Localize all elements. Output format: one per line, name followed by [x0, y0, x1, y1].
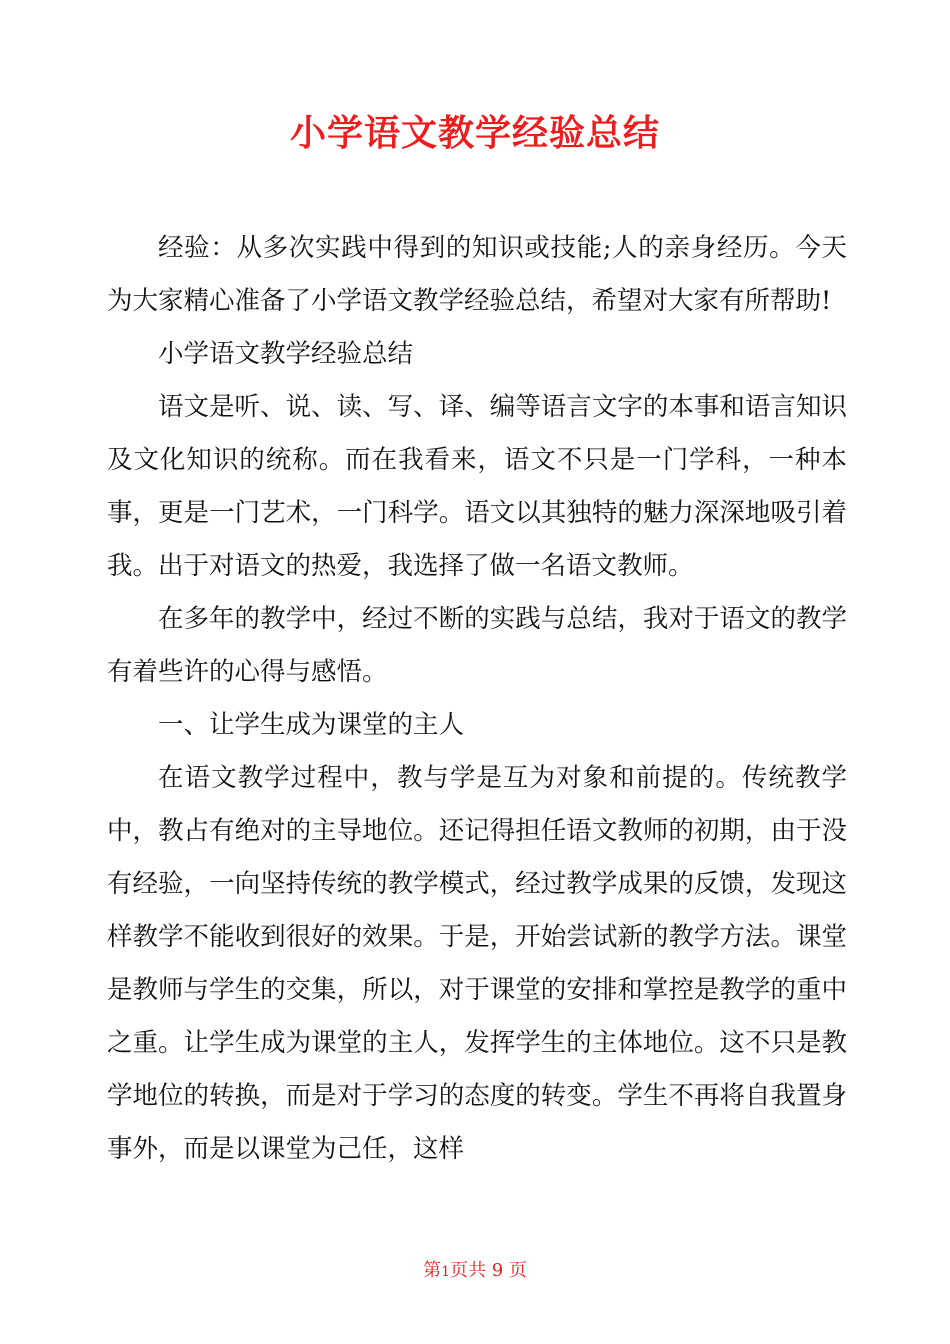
footer-prefix: 第	[423, 1260, 442, 1281]
document-body	[107, 222, 847, 1176]
paragraph-experience: 在多年的教学中，经过不断的实践与总结，我对于语文的教学有着些许的心得与感悟。	[107, 604, 847, 687]
section-heading-1: 一、让学生成为课堂的主人	[158, 710, 465, 740]
footer-middle: 页共	[450, 1260, 486, 1281]
paragraph-intro: 经验：从多次实践中得到的知识或技能;人的亲身经历。今天为大家精心准备了小学语文教学经验总结，希望对大家有所帮助!	[107, 233, 847, 316]
page-footer	[0, 1258, 950, 1285]
paragraph-section-1: 在语文教学过程中，教与学是互为对象和前提的。传统教学中，教占有绝对的主导地位。还记得担任语文教师的初期，由于没有经验，一向坚持传统的教学模式，经过教学成果的反馈，发现这样教学不能收到很好的效果。于是，开始尝试新的教学方法。课堂是教师与学生的交集，所以，对于课堂的安排和掌控是教学的重中之重。让学生成为课堂的主人，发挥学生的主体地位。这不只是教学地位的转换，而是对于学习的态度的转变。学生不再将自我置身事外，而是以课堂为己任，这样	[107, 763, 847, 1164]
footer-page-number: 1	[441, 1264, 450, 1280]
paragraph-definition: 语文是听、说、读、写、译、编等语言文字的本事和语言知识及文化知识的统称。而在我看来，语文不只是一门学科，一种本事，更是一门艺术，一门科学。语文以其独特的魅力深深地吸引着我。出于对语文的热爱，我选择了做一名语文教师。	[107, 392, 847, 581]
paragraph-subtitle: 小学语文教学经验总结	[158, 339, 414, 369]
document-title: 小学语文教学经验总结	[289, 112, 660, 154]
footer-total-pages: 9	[491, 1260, 504, 1281]
footer-suffix: 页	[508, 1260, 527, 1281]
